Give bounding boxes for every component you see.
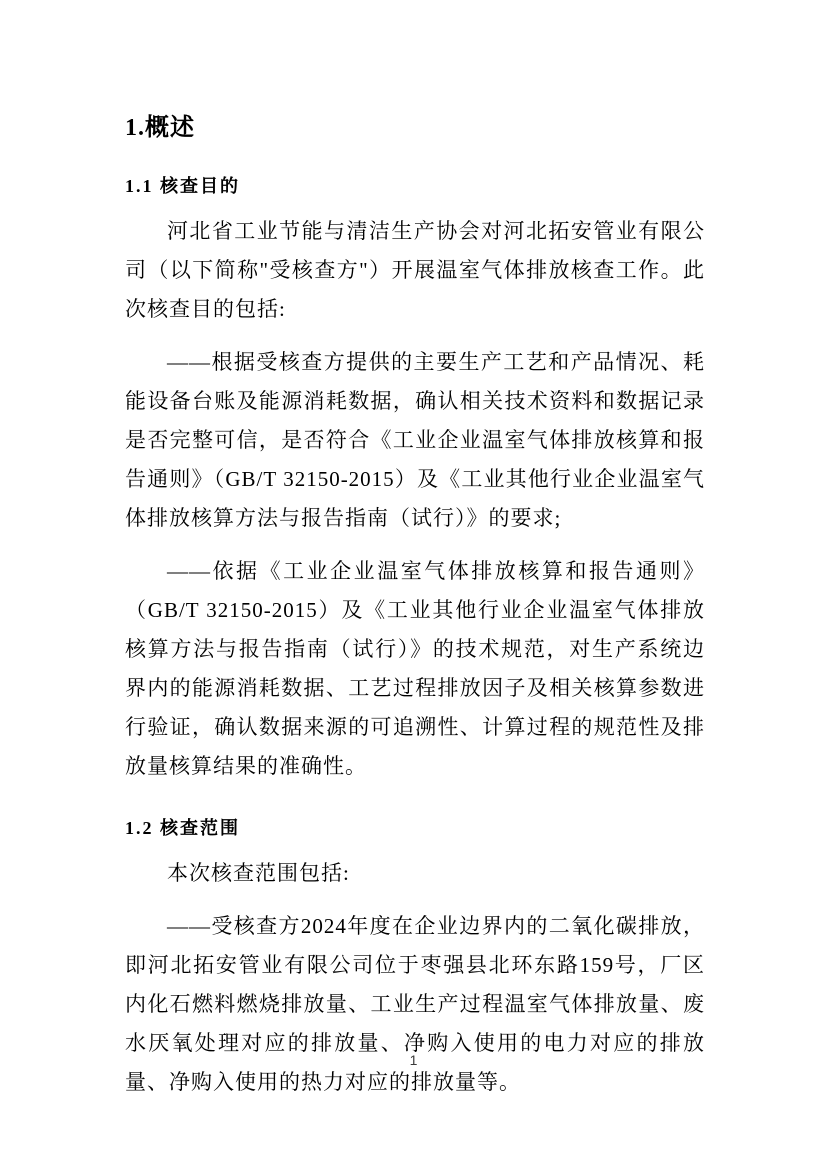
page-number: 1 [409,1052,418,1068]
chapter-heading-overview: 1.概述 [125,115,195,141]
paragraph-purpose-item-1: ——根据受核查方提供的主要生产工艺和产品情况、耗能设备台账及能源消耗数据，确认相关技术资料和数据记录是否完整可信，是否符合《工业企业温室气体排放核算和报告通则》（GB/T 32150-2015）及《工业其他行业企业温室气体排放核算方法与报告指南（试行）》的要求; [125,350,705,530]
paragraph-scope-intro: 本次核查范围包括: [167,861,350,885]
section-heading-verification-purpose: 1.1 核查目的 [125,176,240,196]
page-footer [0,1052,827,1070]
paragraph-purpose-item-2: ——依据《工业企业温室气体排放核算和报告通则》（GB/T 32150-2015）及《工业其他行业企业温室气体排放核算方法与报告指南（试行）》的技术规范，对生产系统边界内的能源消耗数据、工艺过程排放因子及相关核算参数进行验证，确认数据来源的可追溯性、计算过程的规范性及排放量核算结果的准确性。 [125,559,705,778]
section-heading-verification-scope: 1.2 核查范围 [125,818,240,838]
paragraph-scope-item-1: ——受核查方2024年度在企业边界内的二氧化碳排放，即河北拓安管业有限公司位于枣强县北环东路159号，厂区内化石燃料燃烧排放量、工业生产过程温室气体排放量、废水厌氧处理对应的排放量、净购入使用的电力对应的排放量、净购入使用的热力对应的排放量等。 [125,914,705,1094]
paragraph-purpose-intro: 河北省工业节能与清洁生产协会对河北拓安管业有限公司（以下简称"受核查方"）开展温室气体排放核查工作。此次核查目的包括: [125,219,705,321]
